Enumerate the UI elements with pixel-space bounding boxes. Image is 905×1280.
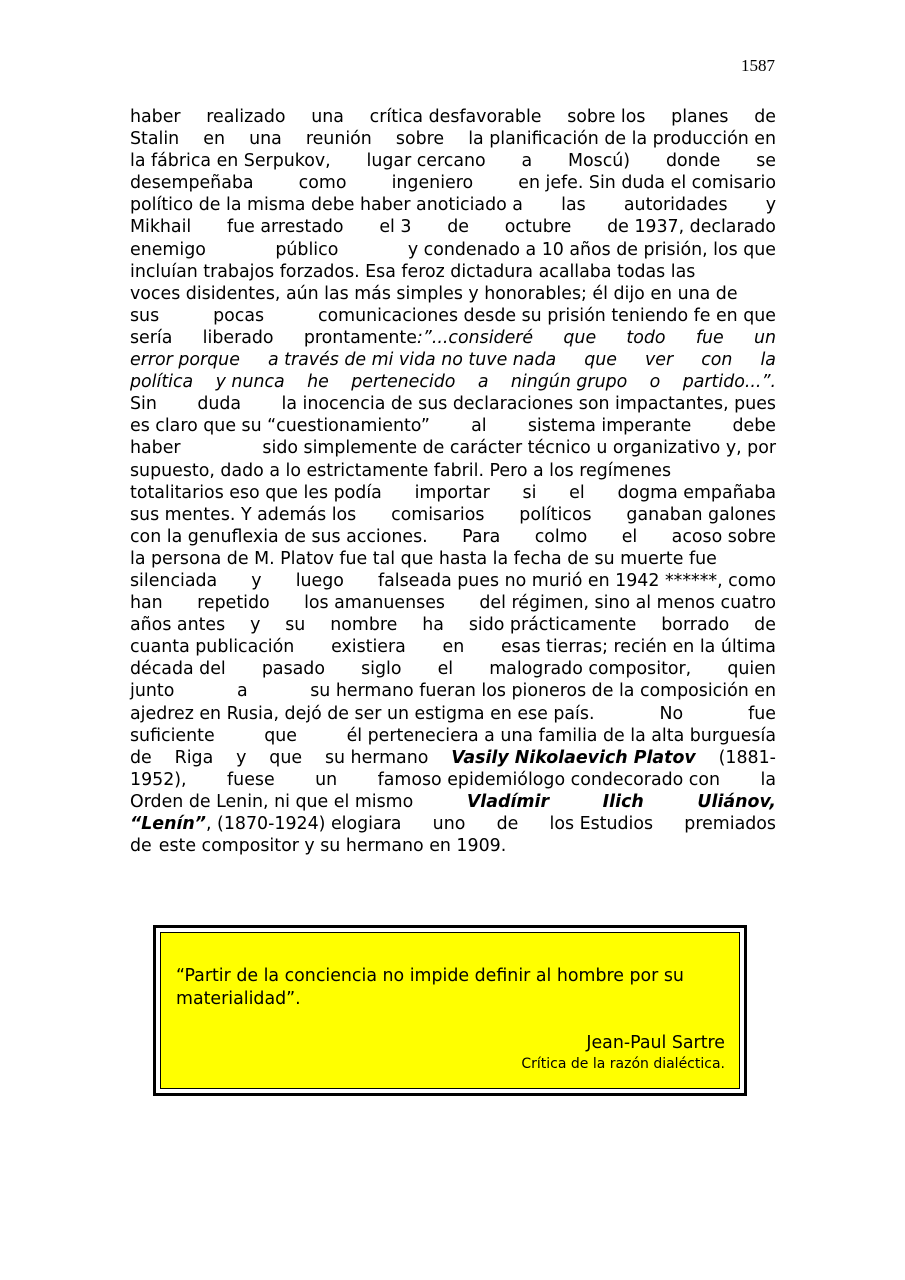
page-number: 1587 <box>741 56 775 75</box>
text-line: totalitarios eso que les podía importar si el dogma empañaba <box>130 482 776 503</box>
quote-text: “Partir de la conciencia no impide definir al hombre por su materialidad”. <box>176 966 684 1009</box>
text-line: Mikhail fue arrestado el 3 de octubre de 1937, declarado <box>130 217 776 238</box>
text-line: Stalin en una reunión sobre la planificación de la producción en <box>130 129 776 150</box>
text-line: sus pocas comunicaciones desde su prisión teniendo fe en que <box>130 305 776 326</box>
emphasized-name: Vasily Nikolaevich Platov <box>451 747 696 768</box>
emphasized-name: “Lenín” <box>130 814 206 834</box>
text-line: junto a su hermano fueran los pioneros de la composición en <box>130 681 776 702</box>
text-line: es claro que su “cuestionamiento” al sistema imperante debe <box>130 416 776 437</box>
text-line: sus mentes. Y además los comisarios políticos ganaban galones <box>130 504 776 525</box>
text-line: de Riga y que su hermano Vasily Nikolaevich Platov (1881- <box>130 747 776 768</box>
quote-author: Jean-Paul Sartre <box>586 1033 725 1053</box>
emphasized-name: Vladímir <box>466 791 550 812</box>
text-line: haber sido simplemente de carácter técnico u organizativo y, por <box>130 438 776 459</box>
text-line: ajedrez en Rusia, dejó de ser un estigma en ese país. No fue <box>130 703 776 724</box>
text-line: década del pasado siglo el malogrado compositor, quien <box>130 659 776 680</box>
emphasized-name: Uliánov, <box>697 791 776 812</box>
text-line: años antes y su nombre ha sido prácticamente borrado de <box>130 615 776 636</box>
text-line: supuesto, dado a lo estrictamente fabril. Pero a los regímenes <box>130 460 672 481</box>
text-line: silenciada y luego falseada pues no murió en 1942 ******, como <box>130 570 776 591</box>
text-line: suficiente que él perteneciera a una familia de la alta burguesía <box>130 725 776 746</box>
text-line: incluían trabajos forzados. Esa feroz dictadura acallaba todas las <box>130 261 696 282</box>
text-line: cuanta publicación existiera en esas tierras; recién en la última <box>130 637 776 658</box>
quote-source: Crítica de la razón dialéctica. <box>521 1056 725 1072</box>
quote-box <box>153 925 747 1096</box>
text-line: Sin duda la inocencia de sus declaraciones son impactantes, pues <box>130 394 776 415</box>
text-line: la fábrica en Serpukov, lugar cercano a Moscú) donde se <box>130 151 776 172</box>
text-line: han repetido los amanuenses del régimen, sino al menos cuatro <box>130 593 776 614</box>
text-line: con la genuflexia de sus acciones. Para colmo el acoso sobre <box>130 526 776 547</box>
text-line: “Lenín”, (1870-1924) elogiara uno de los Estudios premiados <box>130 814 776 834</box>
text-line: política y nunca he pertenecido a ningún grupo o partido...”. <box>130 372 776 393</box>
text-line: político de la misma debe haber anoticiado a las autoridades y <box>130 195 776 216</box>
text-line: 1952), fuese un famoso epidemiólogo condecorado con la <box>130 769 776 790</box>
text-line: Orden de Lenin, ni que el mismo Vladímir Ilich Uliánov, <box>130 791 776 812</box>
text-line: haber realizado una crítica desfavorable sobre los planes de <box>130 107 776 127</box>
body-paragraph <box>130 106 776 857</box>
text-line: voces disidentes, aún las más simples y honorables; él dijo en una de <box>130 283 738 304</box>
text-line: sería liberado prontamente:”...consideré que todo fue un <box>130 327 776 348</box>
text-line: desempeñaba como ingeniero en jefe. Sin duda el comisario <box>130 173 776 194</box>
text-line: error porque a través de mi vida no tuve nada que ver con la <box>130 350 776 371</box>
text-line: de este compositor y su hermano en 1909. <box>130 836 507 857</box>
text-line: enemigo público y condenado a 10 años de prisión, los que <box>130 239 776 260</box>
emphasized-name: Ilich <box>602 791 644 812</box>
quote-box-inner <box>160 932 740 1089</box>
text-line: la persona de M. Platov fue tal que hasta la fecha de su muerte fue <box>130 548 717 569</box>
